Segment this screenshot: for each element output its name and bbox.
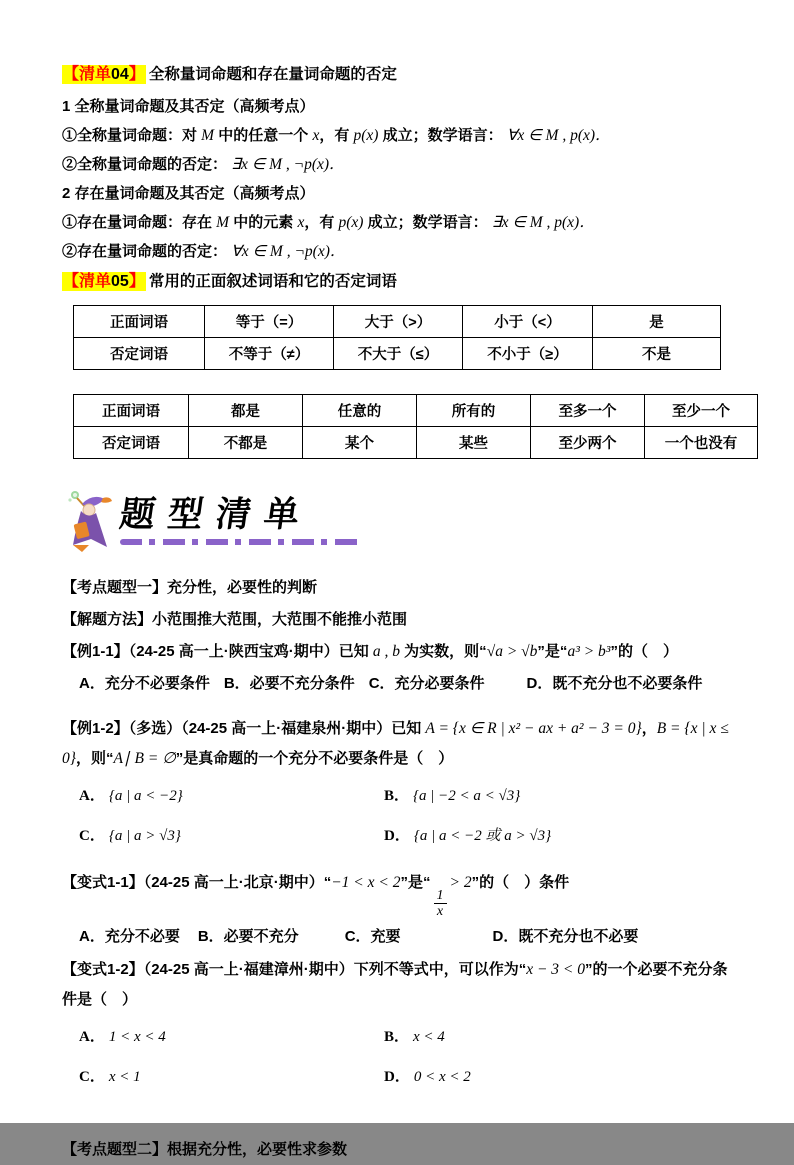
fraction-denominator: x xyxy=(436,904,444,920)
text-run: ”的（ ）条件 xyxy=(471,874,570,891)
option-letter: A． xyxy=(79,788,105,804)
text-run: （24-25 高一上·北京·期中）“ xyxy=(143,874,332,891)
option-item: C．充要 xyxy=(344,927,401,945)
text-run: （多选）（24-25 高一上·福建泉州·期中）已知 xyxy=(128,720,426,737)
math-run: x xyxy=(312,127,320,144)
example-label: 【例1-1】 xyxy=(62,643,129,660)
text-run: 成立；数学语言： xyxy=(378,127,507,144)
example-1-2-options xyxy=(62,778,738,854)
topic-list-banner xyxy=(62,485,738,565)
math-run: √a > √b xyxy=(486,643,538,660)
math-run: ． xyxy=(329,156,345,173)
method-text: 小范围推大范围，大范围不能推小范围 xyxy=(152,611,408,628)
table-cell: 正面词语 xyxy=(74,306,205,338)
option-math: 0 < x < 2 xyxy=(413,1068,471,1085)
text-run: 中的元素 xyxy=(229,214,298,231)
heading-title: 全称量词命题和存在量词命题的否定 xyxy=(148,66,397,83)
option-math: {a | −2 < a < √3} xyxy=(413,788,521,804)
method-label: 【解题方法】 xyxy=(62,611,153,628)
variant-1-2 xyxy=(62,955,738,1015)
fraction xyxy=(434,888,447,920)
math-run: ∃x ∈ M , ¬p(x) xyxy=(231,156,330,173)
example-1-1-options xyxy=(62,667,738,700)
option-item: A．充分不必要 xyxy=(79,927,180,945)
universal-proposition-line xyxy=(62,121,738,150)
table-cell: 某个 xyxy=(303,427,417,459)
option-item xyxy=(79,818,384,854)
tag-open: 【清单 xyxy=(63,66,112,83)
table-cell: 不都是 xyxy=(189,427,303,459)
table-cell: 不是 xyxy=(593,338,721,370)
option-math: {a | a > √3} xyxy=(108,828,181,844)
text-run: ②存在量词命题的否定： xyxy=(62,243,232,260)
table-cell: 等于（=） xyxy=(205,306,334,338)
option-item xyxy=(79,778,384,814)
math-run: −1 < x < 2 xyxy=(331,874,401,891)
existential-negation-line xyxy=(62,237,738,266)
list04-heading xyxy=(62,62,738,88)
table-cell: 否定词语 xyxy=(74,338,205,370)
option-math: {a | a < −2} xyxy=(108,788,183,804)
text-run: （24-25 高一上·陕西宝鸡·期中）已知 xyxy=(128,643,373,660)
table-cell: 某些 xyxy=(417,427,531,459)
text-run: ”的（ ） xyxy=(610,643,678,660)
table-cell: 不等于（≠） xyxy=(205,338,334,370)
example-label: 【例1-2】 xyxy=(62,720,129,737)
option-item: B．必要不充分 xyxy=(197,927,299,945)
banner-underline xyxy=(120,539,362,545)
text-run: 成立；数学语言： xyxy=(363,214,492,231)
table-cell: 不小于（≥） xyxy=(463,338,593,370)
option-item xyxy=(384,778,738,814)
text-run: ”是“ xyxy=(400,874,431,891)
highlight-tag-04 xyxy=(62,65,146,84)
method-line xyxy=(62,605,738,635)
math-run: ∀x ∈ M , p(x) xyxy=(506,127,596,144)
universal-negation-line xyxy=(62,150,738,179)
variant-1-2-options xyxy=(62,1019,738,1095)
variant-1-1-options xyxy=(62,920,738,953)
math-run: x − 3 < 0 xyxy=(526,960,586,978)
table-cell: 一个也没有 xyxy=(645,427,758,459)
tag-close: 】 xyxy=(128,273,145,290)
option-item xyxy=(384,1019,738,1055)
table-cell: 至多一个 xyxy=(531,395,645,427)
option-letter: B． xyxy=(384,1028,410,1045)
math-run: ． xyxy=(579,214,595,231)
math-run: B = {x | x ≤ 0} xyxy=(62,720,729,767)
topic1-label: 【考点题型一】 xyxy=(62,579,168,596)
text-run: 为实数，则“ xyxy=(400,643,487,660)
math-run: A = {x ∈ R | x² − ax + a² − 3 = 0} xyxy=(425,720,642,737)
subsection-2-title: 2 存在量词命题及其否定（高频考点） xyxy=(62,185,315,202)
text-run: （24-25 高一上·福建漳州·期中）下列不等式中，可以作为“ xyxy=(143,960,527,978)
table-cell: 小于（<） xyxy=(463,306,593,338)
table-row xyxy=(74,395,758,427)
option-letter: B． xyxy=(384,788,410,804)
math-run: ． xyxy=(595,127,611,144)
math-run: ∀x ∈ M , ¬p(x) xyxy=(231,243,330,260)
topic2-heading xyxy=(62,1135,738,1165)
text-run: ”是“ xyxy=(537,643,568,660)
option-math: x < 4 xyxy=(413,1028,445,1045)
option-math: x < 1 xyxy=(108,1068,141,1085)
example-1-2 xyxy=(62,714,738,774)
table-cell: 不大于（≤） xyxy=(334,338,463,370)
table-cell: 大于（>） xyxy=(334,306,463,338)
option-letter: D． xyxy=(384,828,410,844)
math-run: M xyxy=(216,214,230,231)
tag-open: 【清单 xyxy=(63,273,112,290)
text-run: ①全称量词命题：对 xyxy=(62,127,202,144)
option-item: D．既不充分也不必要条件 xyxy=(526,675,703,692)
option-math: {a | a < −2 或 a > √3} xyxy=(413,828,552,844)
tag-close: 】 xyxy=(128,66,145,83)
math-run: > 2 xyxy=(449,874,472,891)
table-row xyxy=(74,338,721,370)
negation-words-table-2 xyxy=(73,394,758,459)
option-letter: C． xyxy=(79,828,105,844)
heading-title: 常用的正面叙述词语和它的否定词语 xyxy=(148,273,397,290)
option-item: C．充分必要条件 xyxy=(368,675,485,692)
table-cell: 所有的 xyxy=(417,395,531,427)
option-letter: A． xyxy=(79,1028,105,1045)
math-run: ∃x ∈ M , p(x) xyxy=(491,214,580,231)
table-cell: 是 xyxy=(593,306,721,338)
variant-1-1 xyxy=(62,868,738,920)
text-run: ”是真命题的一个充分不必要条件是（ ） xyxy=(175,750,454,767)
table-row xyxy=(74,306,721,338)
text-run: ，则“ xyxy=(75,750,114,767)
text-run: ，有 xyxy=(304,214,339,231)
table-cell: 都是 xyxy=(189,395,303,427)
banner-title: 题型清单 xyxy=(117,495,315,534)
math-run: a³ > b³ xyxy=(567,643,611,660)
topic1-heading xyxy=(62,573,738,603)
math-run: p(x) xyxy=(353,127,379,144)
existential-proposition-line xyxy=(62,208,738,237)
table-cell: 至少两个 xyxy=(531,427,645,459)
topic2-title: 根据充分性，必要性求参数 xyxy=(167,1140,348,1158)
table-cell: 至少一个 xyxy=(645,395,758,427)
math-run: ． xyxy=(329,243,346,260)
subsection-1-title: 1 全称量词命题及其否定（高频考点） xyxy=(62,98,315,115)
tag-number: 05 xyxy=(111,273,129,290)
option-item: A．充分不必要条件 xyxy=(79,675,210,692)
math-run: x xyxy=(297,214,305,231)
list05-heading xyxy=(62,269,738,295)
option-letter: D． xyxy=(384,1068,410,1085)
topic1-title: 充分性，必要性的判断 xyxy=(167,579,318,596)
table-cell: 正面词语 xyxy=(74,395,189,427)
text-run: ①存在量词命题：存在 xyxy=(62,214,217,231)
table-cell: 任意的 xyxy=(303,395,417,427)
topic2-label: 【考点题型二】 xyxy=(62,1140,168,1158)
text-run: ， xyxy=(641,720,657,737)
text-run: ，有 xyxy=(319,127,354,144)
math-run: A∣ B = ∅ xyxy=(113,750,176,767)
variant-label: 【变式1-2】 xyxy=(62,960,144,978)
option-item: D．既不充分也不必要 xyxy=(492,927,639,945)
tag-number: 04 xyxy=(111,66,129,83)
option-math: 1 < x < 4 xyxy=(108,1028,166,1045)
text-run: ②全称量词命题的否定： xyxy=(62,156,232,173)
option-item xyxy=(79,1059,384,1095)
option-item: B．必要不充分条件 xyxy=(223,675,355,692)
text-run: 中的任意一个 xyxy=(214,127,313,144)
highlight-tag-05 xyxy=(62,272,146,291)
example-1-1 xyxy=(62,637,738,667)
negation-words-table-1 xyxy=(73,305,721,370)
math-run: M xyxy=(201,127,215,144)
option-item xyxy=(384,818,738,854)
table-row xyxy=(74,427,758,459)
option-item xyxy=(384,1059,738,1095)
fraction-numerator: 1 xyxy=(434,888,447,904)
variant-label: 【变式1-1】 xyxy=(62,874,144,891)
option-letter: C． xyxy=(79,1068,105,1085)
option-item xyxy=(79,1019,384,1055)
wizard-mascot-icon xyxy=(62,485,118,557)
math-run: p(x) xyxy=(338,214,364,231)
math-run: a , b xyxy=(372,643,401,660)
text-run: ”的一个必要不充分条件是（ ） xyxy=(62,960,728,1008)
table-cell: 否定词语 xyxy=(74,427,189,459)
banner-text xyxy=(117,495,362,545)
